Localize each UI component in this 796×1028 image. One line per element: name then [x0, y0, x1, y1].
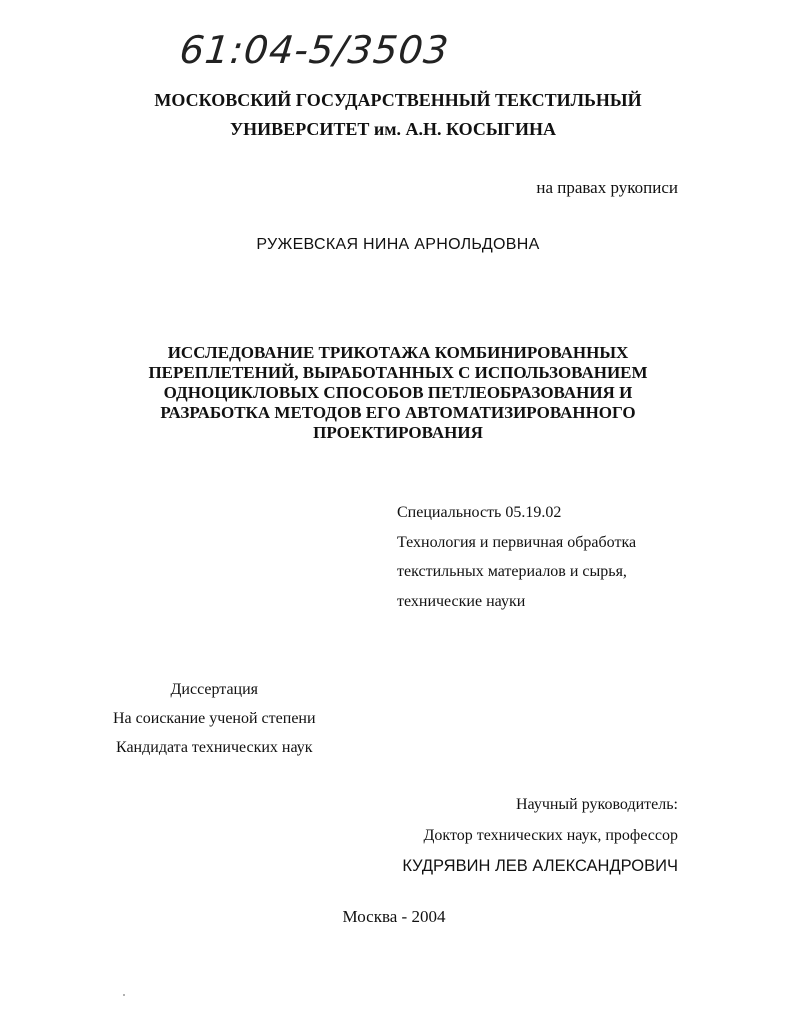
rights-note: на правах рукописи — [536, 178, 678, 197]
archive-number-handwritten: 61:04-5/3503 — [177, 28, 452, 72]
advisor-name: КУДРЯВИН ЛЕВ АЛЕКСАНДРОВИЧ — [402, 857, 678, 875]
title-line: ОДНОЦИКЛОВЫХ СПОСОБОВ ПЕТЛЕОБРАЗОВАНИЯ И — [163, 383, 633, 402]
degree-sought-line: Кандидата технических наук — [115, 739, 313, 756]
specialty-line: Технология и первичная обработка — [397, 533, 637, 551]
dissertation-block — [113, 675, 316, 762]
title-line: РАЗРАБОТКА МЕТОДОВ ЕГО АВТОМАТИЗИРОВАННОГО — [160, 403, 636, 422]
degree-sought-line: На соискание ученой степени — [113, 710, 316, 727]
specialty-line: текстильных материалов и сырья, — [397, 563, 627, 580]
title-line: ИССЛЕДОВАНИЕ ТРИКОТАЖА КОМБИНИРОВАННЫХ — [167, 343, 629, 362]
title-line: ПРОЕКТИРОВАНИЯ — [313, 423, 483, 442]
dissertation-label: Диссертация — [170, 681, 259, 698]
specialty-code: Специальность 05.19.02 — [397, 504, 562, 521]
scan-speck — [123, 994, 125, 996]
dissertation-title — [110, 343, 686, 443]
city-year: Москва - 2004 — [342, 907, 446, 926]
advisor-degree: Доктор технических наук, профессор — [423, 827, 678, 844]
university-name-line-1: МОСКОВСКИЙ ГОСУДАРСТВЕННЫЙ ТЕКСТИЛЬНЫЙ — [154, 90, 642, 110]
title-line: ПЕРЕПЛЕТЕНИЙ, ВЫРАБОТАННЫХ С ИСПОЛЬЗОВАНИЕМ — [148, 363, 648, 382]
advisor-label: Научный руководитель: — [515, 796, 678, 813]
specialty-line: технические науки — [397, 592, 526, 610]
university-name-line-2: УНИВЕРСИТЕТ им. А.Н. КОСЫГИНА — [229, 119, 557, 139]
advisor-block — [402, 789, 678, 882]
specialty-block — [397, 498, 636, 616]
author-name: РУЖЕВСКАЯ НИНА АРНОЛЬДОВНА — [256, 236, 540, 253]
